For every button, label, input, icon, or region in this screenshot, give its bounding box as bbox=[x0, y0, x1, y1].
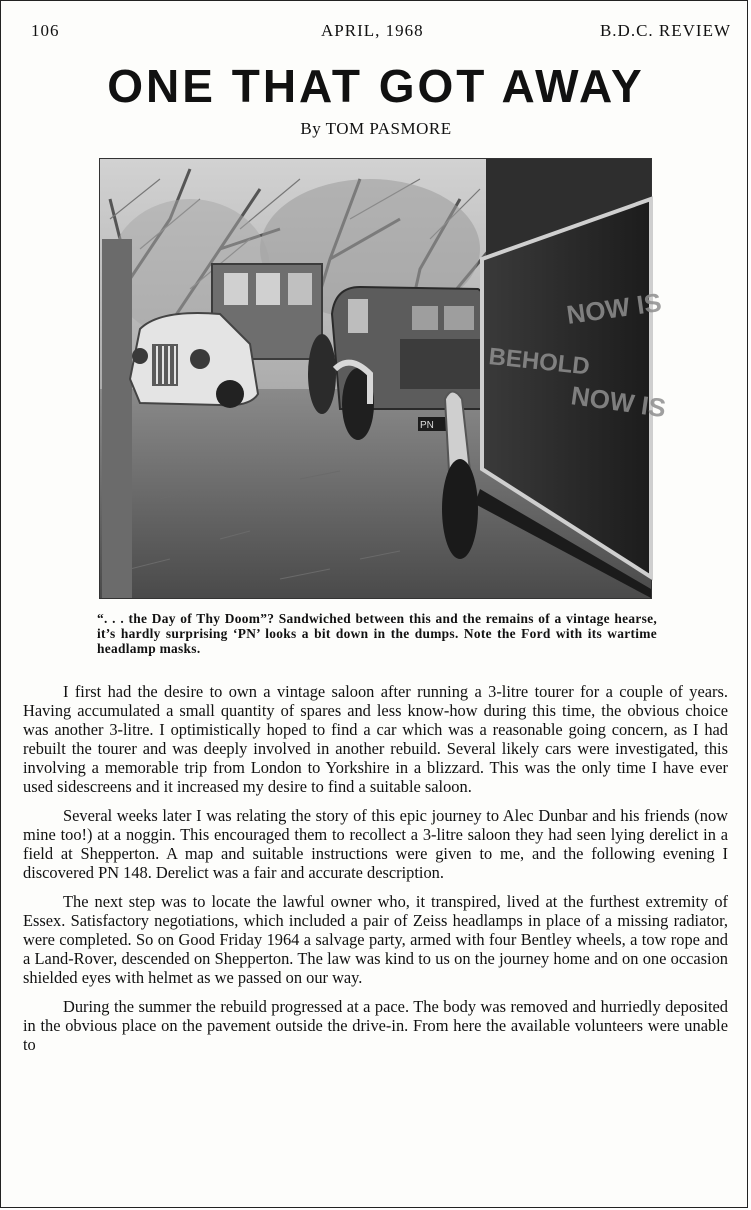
paragraph: Several weeks later I was relating the story of this epic journey to Alec Dunbar and his friends (now mine too!) at a noggin. This encouraged them to recollect a 3-litre saloon they had seen lying derelict in a field at Shepperton. A map and suitable instructions were given to me, and the following evening I discovered PN 148. Derelict was a fair and accurate description. bbox=[23, 806, 728, 882]
magazine-name: B.D.C. REVIEW bbox=[599, 21, 731, 40]
paragraph: During the summer the rebuild progressed at a pace. The body was removed and hurriedly deposited in the obvious place on the pavement outside the drive-in. From here the available volunteers were unable to bbox=[23, 997, 728, 1054]
article-photo bbox=[99, 158, 668, 599]
page-number: 106 bbox=[31, 21, 60, 40]
derelict-cars-photo bbox=[100, 159, 668, 598]
sign-text-top: NOW IS bbox=[564, 286, 664, 330]
sign-text-middle: BEHOLD bbox=[487, 343, 591, 381]
photo-caption: “. . . the Day of Thy Doom”? Sandwiched between this and the remains of a vintage hearse, it’s hardly surprising ‘PN’ looks a bit down in the dumps. Note the Ford with its wartime headlamp masks. bbox=[97, 611, 657, 656]
issue-date: APRIL, 1968 bbox=[321, 21, 424, 40]
article-byline: By TOM PASMORE bbox=[300, 119, 452, 138]
article-body bbox=[23, 682, 728, 1064]
paragraph: I first had the desire to own a vintage saloon after running a 3-litre tourer for a couple of years. Having accumulated a small quantity of spares and less know-how during this time, the obvious choice was another 3-litre. I optimistically hoped to find a car which was a reasonable going concern, as I had rebuilt the tourer and was deeply involved in another rebuild. Several likely cars were investigated, this involving a memorable trip from London to Yorkshire in a blizzard. This was the only time I have ever used sidescreens and it increased my desire to find a suitable saloon. bbox=[23, 682, 728, 796]
running-header bbox=[31, 21, 731, 43]
paragraph: The next step was to locate the lawful owner who, it transpired, lived at the furthest extremity of Essex. Satisfactory negotiations, which included a pair of Zeiss headlamps in place of a missing radiator, were completed. So on Good Friday 1964 a salvage party, armed with four Bentley wheels, a tow rope and a Land-Rover, descended on Shepperton. The law was kind to us on the journey home and on one occasion shielded eyes with helmet as we passed on our way. bbox=[23, 892, 728, 987]
article-title: ONE THAT GOT AWAY bbox=[107, 60, 645, 112]
licence-plate: PN bbox=[420, 420, 434, 431]
sign-text-bottom: NOW IS bbox=[569, 380, 668, 424]
